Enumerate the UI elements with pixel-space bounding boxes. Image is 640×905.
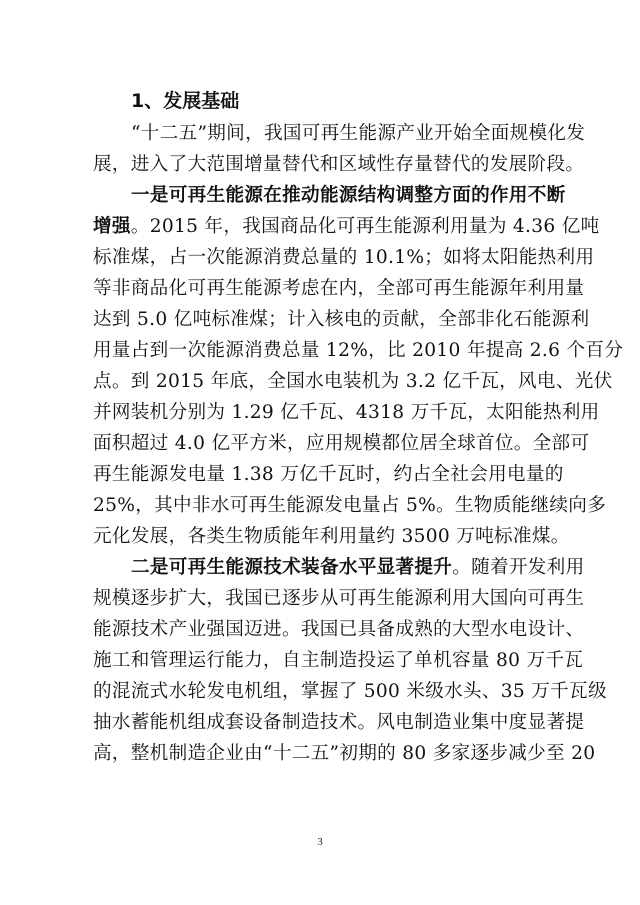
emphasis-text: 增强: [93, 216, 131, 237]
text-line: [93, 707, 585, 738]
line-text: 展，进入了大范围增量替代和区域性存量替代的发展阶段。: [93, 154, 585, 175]
text-line: [93, 242, 595, 273]
line-text: 的混流式水轮发电机组，掌握了 500 米级水头、35 万千瓦级: [93, 681, 607, 702]
text-line: [93, 490, 607, 521]
text-line: [93, 521, 570, 552]
line-text: 能源技术产业强国迈进。我国已具备成熟的大型水电设计、: [93, 619, 585, 640]
line-text: 并网装机分别为 1.29 亿千瓦、4318 万千瓦，太阳能热利用: [93, 402, 600, 423]
text-line: [93, 335, 624, 366]
line-text: 达到 5.0 亿吨标准煤；计入核电的贡献，全部非化石能源利: [93, 309, 590, 330]
line-text: 点。到 2015 年底，全国水电装机为 3.2 亿千瓦，风电、光伏: [93, 371, 613, 392]
text-line: [93, 583, 585, 614]
line-text: 等非商品化可再生能源考虑在内，全部可再生能源年利用量: [93, 278, 585, 299]
text-line: [93, 552, 585, 583]
line-text: 施工和管理运行能力，自主制造投运了单机容量 80 万千瓦: [93, 650, 584, 671]
text-line: [93, 614, 585, 645]
paragraph: [93, 180, 624, 552]
paragraph: [93, 118, 586, 180]
line-text: 用量占到一次能源消费总量 12%，比 2010 年提高 2.6 个百分: [93, 340, 624, 361]
paragraph: [93, 552, 607, 769]
text-line: [93, 459, 564, 490]
line-text: 标准煤，占一次能源消费总量的 10.1%；如将太阳能热利用: [93, 247, 595, 268]
text-line: [93, 273, 585, 304]
line-text: 抽水蓄能机组成套设备制造技术。风电制造业集中度显著提: [93, 712, 585, 733]
text-line: [93, 180, 566, 211]
text-line: [93, 304, 590, 335]
text-line: [93, 118, 586, 149]
page-number: 3: [317, 836, 323, 848]
emphasis-text: 二是可再生能源技术装备水平显著提升: [131, 557, 453, 578]
line-text: 规模逐步扩大，我国已逐步从可再生能源利用大国向可再生: [93, 588, 585, 609]
line-text: “十二五”期间，我国可再生能源产业开始全面规模化发: [131, 123, 586, 144]
text-line: [93, 676, 607, 707]
line-text: 。随着开发利用: [452, 557, 585, 578]
line-text: 面积超过 4.0 亿平方米，应用规模都位居全球首位。全部可: [93, 433, 590, 454]
section-heading: 1、发展基础: [131, 90, 240, 112]
text-line: [93, 149, 585, 180]
document-page: [93, 84, 624, 769]
line-text: 25%，其中非水可再生能源发电量占 5%。生物质能继续向多: [93, 495, 607, 516]
text-line: [93, 645, 584, 676]
line-text: 再生能源发电量 1.38 万亿千瓦时，约占全社会用电量的: [93, 464, 564, 485]
text-line: [93, 738, 596, 769]
text-line: [93, 211, 600, 242]
text-line: [93, 428, 590, 459]
line-text: 高，整机制造企业由“十二五”初期的 80 多家逐步减少至 20: [93, 743, 596, 764]
body-text: [93, 118, 624, 769]
emphasis-text: 一是可再生能源在推动能源结构调整方面的作用不断: [131, 185, 566, 206]
text-line: [93, 366, 613, 397]
line-text: 。2015 年，我国商品化可再生能源利用量为 4.36 亿吨: [130, 216, 600, 237]
text-line: [93, 397, 600, 428]
line-text: 元化发展，各类生物质能年利用量约 3500 万吨标准煤。: [93, 526, 570, 547]
